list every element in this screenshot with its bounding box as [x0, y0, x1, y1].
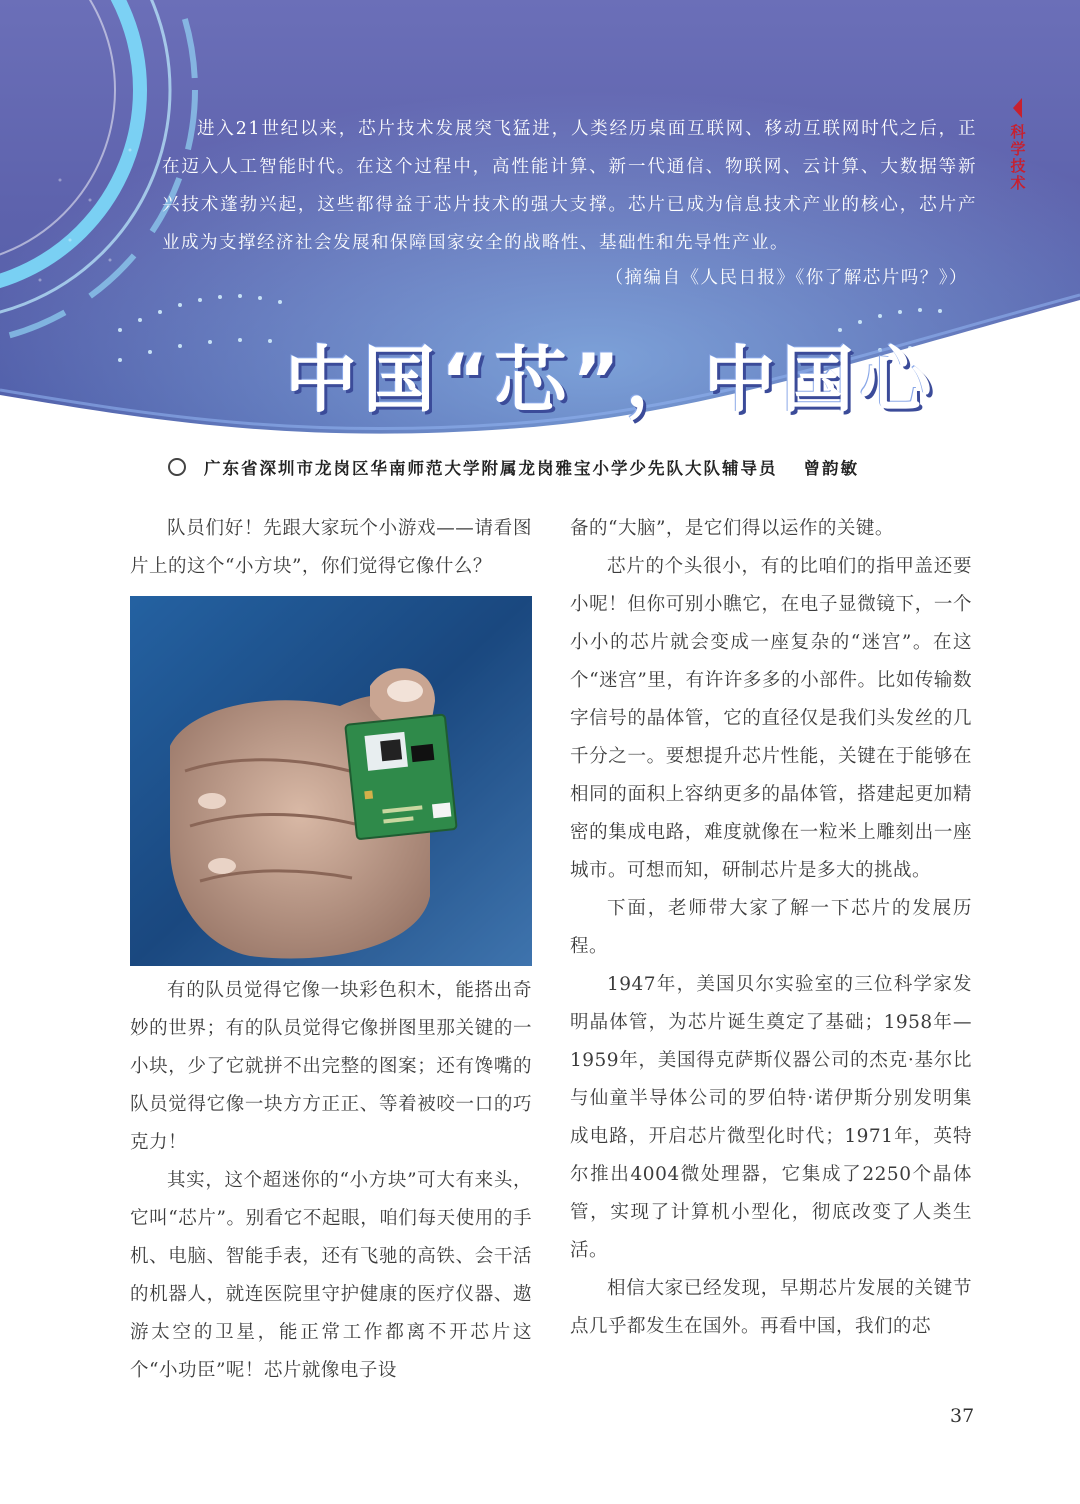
circle-bullet-icon — [168, 458, 186, 476]
paragraph: 队员们好！先跟大家玩个小游戏——请看图片上的这个“小方块”，你们觉得它像什么？ — [130, 518, 532, 577]
section-marker-icon — [1013, 98, 1022, 118]
paragraph: 有的队员觉得它像一块彩色积木，能搭出奇妙的世界；有的队员觉得它像拼图里那关键的一小块，少了它就拼不出完整的图案；还有馋嘴的队员觉得它像一块方方正正、等着被咬一口的巧克力！ — [130, 980, 532, 1153]
paragraph: 相信大家已经发现，早期芯片发展的关键节点几乎都发生在国外。再看中国，我们的芯 — [570, 1278, 972, 1337]
source-citation: （摘编自《人民日报》《你了解芯片吗？》） — [605, 268, 968, 288]
byline — [168, 455, 859, 479]
paragraph: 芯片的个头很小，有的比咱们的指甲盖还要小呢！但你可别小瞧它，在电子显微镜下，一个小小的芯片就会变成一座复杂的“迷宫”。在这个“迷宫”里，有许许多多的小部件。比如传输数字信号的晶体管，它的直径仅是我们头发丝的几千分之一。要想提升芯片性能，关键在于能够在相同的面积上容纳更多的晶体管，搭建起更加精密的集成电路，难度就像在一粒米上雕刻出一座城市。可想而知，研制芯片是多大的挑战。 — [570, 556, 972, 881]
section-tag: 科学技术 — [1010, 123, 1026, 192]
right-column — [570, 510, 972, 1346]
chip-photo — [130, 596, 532, 966]
intro-paragraph: 进入21世纪以来，芯片技术发展突飞猛进，人类经历桌面互联网、移动互联网时代之后，正在迈入人工智能时代。在这个过程中，高性能计算、新一代通信、物联网、云计算、大数据等新兴技术蓬勃兴起，这些都得益于芯片技术的强大支撑。芯片已成为信息技术产业的核心，芯片产业成为支撑经济社会发展和保障国家安全的战略性、基础性和先导性产业。 — [162, 119, 977, 253]
intro-text — [162, 110, 977, 262]
paragraph-continued: 备的“大脑”，是它们得以运作的关键。 — [570, 518, 894, 539]
paragraph: 其实，这个超迷你的“小方块”可大有来头，它叫“芯片”。别看它不起眼，咱们每天使用的手机、电脑、智能手表，还有飞驰的高铁、会干活的机器人，就连医院里守护健康的医疗仪器、遨游太空的卫星，能正常工作都离不开芯片这个“小功臣”呢！芯片就像电子设 — [130, 1170, 532, 1381]
author-affiliation: 广东省深圳市龙岗区华南师范大学附属龙岗雅宝小学少先队大队辅导员 — [204, 459, 778, 478]
author-name: 曾韵敏 — [803, 459, 859, 478]
paragraph: 下面，老师带大家了解一下芯片的发展历程。 — [570, 898, 972, 957]
left-column — [130, 510, 532, 1390]
hand-holding-chip-image — [130, 596, 532, 966]
page-number: 37 — [950, 1405, 975, 1427]
header-banner — [0, 0, 1080, 450]
article-title: 中国“芯”，中国心 — [285, 338, 938, 422]
paragraph: 1947年，美国贝尔实验室的三位科学家发明晶体管，为芯片诞生奠定了基础；1958年—1959年，美国得克萨斯仪器公司的杰克·基尔比与仙童半导体公司的罗伯特·诺伊斯分别发明集成电路，开启芯片微型化时代；1971年，英特尔推出4004微处理器，它集成了2250个晶体管，实现了计算机小型化，彻底改变了人类生活。 — [570, 974, 972, 1261]
